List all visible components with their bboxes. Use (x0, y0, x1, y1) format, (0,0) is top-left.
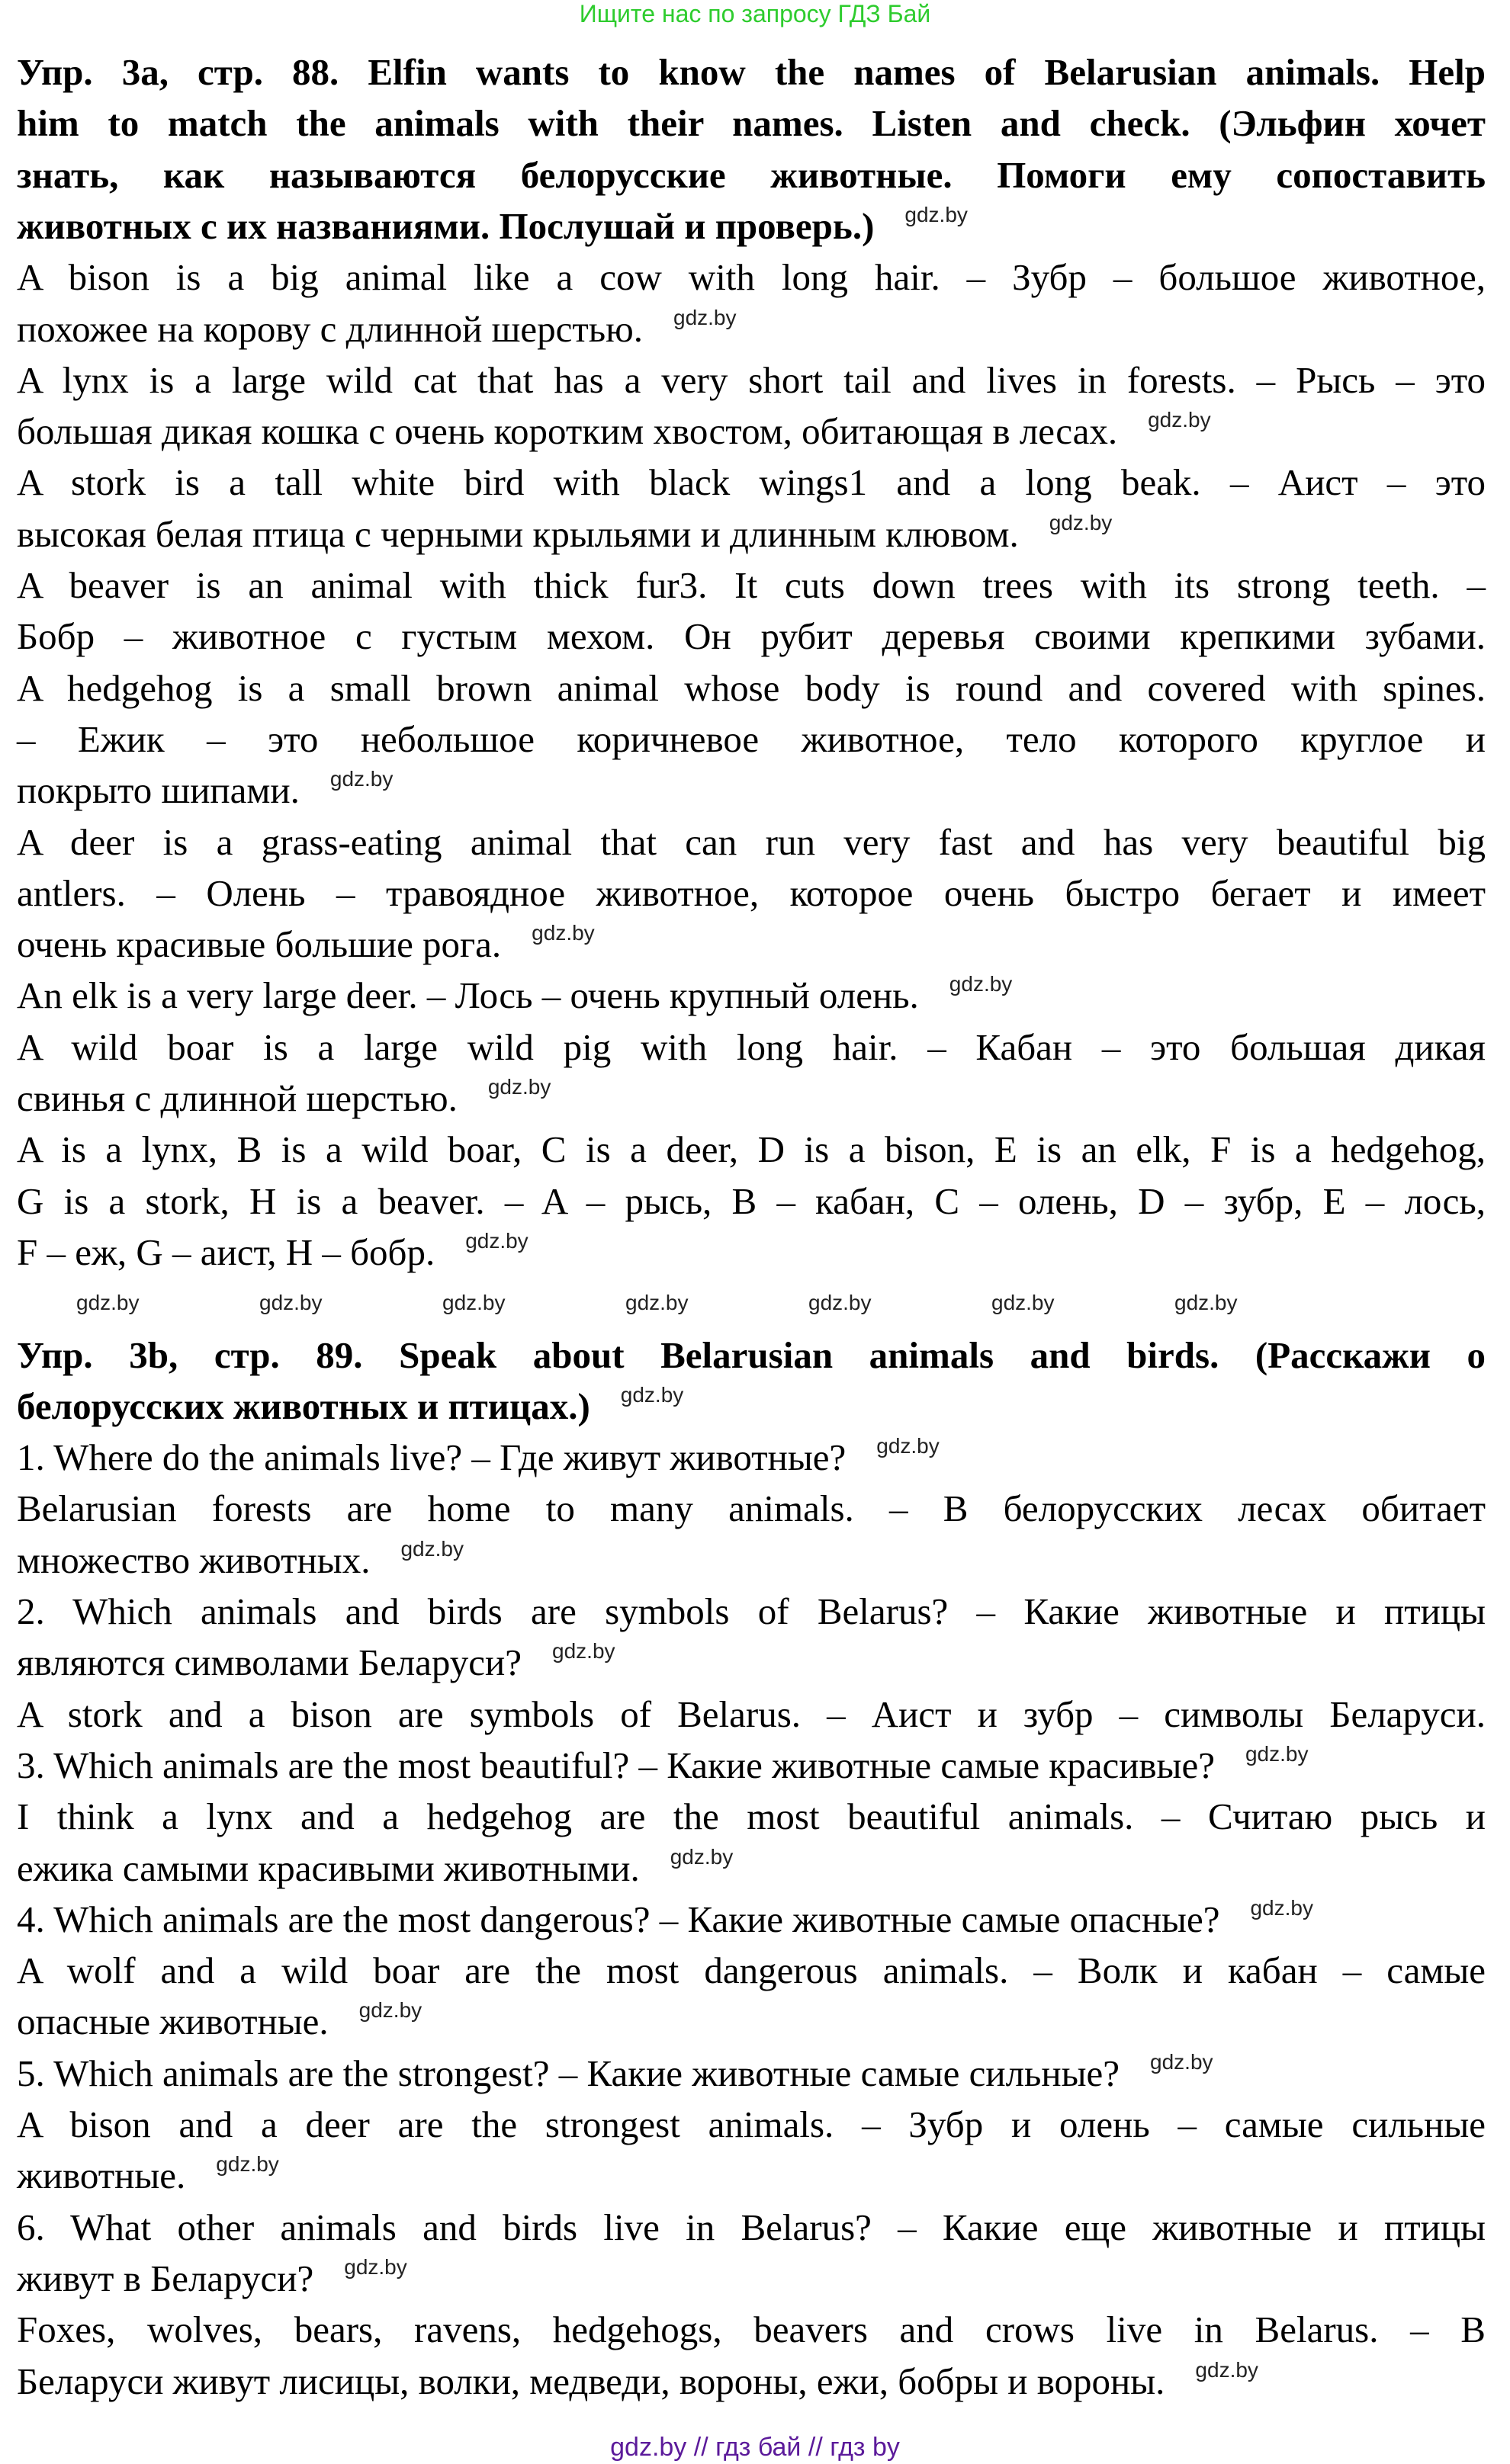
watermark-text: gdz.by (552, 1639, 615, 1664)
text-line: A deer is a grass-eating animal that can run very fast and has very beautiful big (17, 820, 1486, 863)
watermark-text: gdz.by (673, 305, 737, 329)
watermark-text: gdz.by (991, 1291, 1055, 1315)
text-line: A hedgehog is a small brown animal whose body is round and covered with spines. (17, 666, 1486, 709)
watermark-text: gdz.by (876, 1434, 940, 1458)
text-line: A wild boar is a large wild pig with long hair. – Кабан – это большая дикая (17, 1025, 1486, 1068)
text-line: A stork is a tall white bird with black wings1 and a long beak. – Аист – это (17, 461, 1486, 504)
text-line: A wolf and a wild boar are the most dangerous animals. – Волк и кабан – самые (17, 1949, 1486, 1992)
text-line: Belarusian forests are home to many animals. – В белорусских лесах обитает (17, 1487, 1486, 1530)
text-line: 3. Which animals are the most beautiful? – Какие животные самые красивые? (17, 1744, 1215, 1786)
watermark-text: gdz.by (76, 1291, 140, 1315)
text-line: I think a lynx and a hedgehog are the most beautiful animals. – Считаю рысь и (17, 1795, 1486, 1838)
watermark-text: gdz.by (329, 767, 394, 791)
text-line: живут в Беларуси? (17, 2257, 314, 2299)
watermark-text: gdz.by (216, 2152, 279, 2177)
exercise-heading-line: животных с их названиями. Послушай и проверь.) (17, 204, 875, 247)
watermark-text: gdz.by (358, 1998, 422, 2023)
exercise-heading-line: him to match the animals with their names. Listen and check. (Эльфин хочет (17, 102, 1486, 145)
watermark-text: gdz.by (465, 1228, 528, 1253)
text-line: высокая белая птица с черными крыльями и длинным клювом. (17, 512, 1019, 555)
text-line: antlers. – Олень – травоядное животное, которое очень быстро бегает и имеет (17, 871, 1486, 914)
watermark-text: gdz.by (670, 1844, 734, 1869)
text-line: F – еж, G – аист, H – бобр. (17, 1230, 435, 1273)
exercise-heading-line: Упр. 3a, стр. 88. Elfin wants to know the names of Belarusian animals. Help (17, 51, 1486, 93)
watermark-text: gdz.by (487, 1075, 551, 1099)
text-line: A is a lynx, B is a wild boar, C is a deer, D is a bison, E is an elk, F is a hedgehog, (17, 1128, 1486, 1171)
footer-banner[interactable]: gdz.by // гдз бай // гдз by (610, 2433, 900, 2462)
text-line: Бобр – животное с густым мехом. Он рубит деревья своими крепкими зубами. (17, 615, 1486, 658)
text-line: An elk is a very large deer. – Лось – очень крупный олень. (17, 974, 919, 1017)
watermark-text: gdz.by (400, 1536, 464, 1561)
text-line: большая дикая кошка с очень коротким хвостом, обитающая в лесах. (17, 410, 1118, 453)
watermark-text: gdz.by (1174, 1291, 1238, 1315)
text-line: 5. Which animals are the strongest? – Какие животные самые сильные? (17, 2052, 1120, 2094)
watermark-text: gdz.by (1250, 1895, 1313, 1920)
text-line: опасные животные. (17, 2000, 329, 2043)
watermark-text: gdz.by (1049, 510, 1113, 534)
text-line: 2. Which animals and birds are symbols of Belarus? – Какие животные и птицы (17, 1590, 1486, 1632)
watermark-text: gdz.by (949, 972, 1013, 996)
text-line: Foxes, wolves, bears, ravens, hedgehogs, beavers and crows live in Belarus. – В (17, 2308, 1486, 2351)
text-line: покрыто шипами. (17, 769, 300, 812)
watermark-text: gdz.by (1245, 1741, 1309, 1766)
text-line: 4. Which animals are the most dangerous? – Какие животные самые опасные? (17, 1898, 1220, 1940)
text-line: ежика самыми красивыми животными. (17, 1846, 640, 1889)
exercise-heading-line: белорусских животных и птицах.) (17, 1384, 590, 1427)
text-line: 6. What other animals and birds live in Belarus? – Какие еще животные и птицы (17, 2206, 1486, 2248)
text-line: A bison is a big animal like a cow with long hair. – Зубр – большое животное, (17, 256, 1486, 299)
exercise-heading-line: Упр. 3b, стр. 89. Speak about Belarusian animals and birds. (Расскажи о (17, 1333, 1486, 1376)
watermark-text: gdz.by (808, 1291, 872, 1315)
text-line: похожее на корову с длинной шерстью. (17, 307, 643, 350)
watermark-text: gdz.by (620, 1382, 684, 1407)
watermark-text: gdz.by (1195, 2357, 1258, 2382)
header-banner[interactable]: Ищите нас по запросу ГДЗ Бай (579, 0, 931, 27)
text-line: A lynx is a large wild cat that has a very short tail and lives in forests. – Рысь – это (17, 358, 1486, 401)
watermark-text: gdz.by (442, 1291, 506, 1315)
exercise-heading-line: знать, как называются белорусские животные. Помоги ему сопоставить (17, 153, 1486, 196)
text-line: – Ежик – это небольшое коричневое животное, тело которого круглое и (17, 717, 1486, 760)
watermark-text: gdz.by (625, 1291, 689, 1315)
watermark-text: gdz.by (344, 2254, 407, 2279)
text-line: свинья с длинной шерстью. (17, 1077, 458, 1119)
watermark-text: gdz.by (259, 1291, 323, 1315)
text-line: являются символами Беларуси? (17, 1641, 522, 1684)
text-line: множество животных. (17, 1538, 371, 1581)
text-line: Беларуси живут лисицы, волки, медведи, вороны, ежи, бобры и вороны. (17, 2360, 1165, 2402)
watermark-text: gdz.by (532, 921, 595, 945)
text-line: животные. (17, 2154, 186, 2197)
watermark-text: gdz.by (1148, 408, 1211, 432)
text-line: A bison and a deer are the strongest animals. – Зубр и олень – самые сильные (17, 2103, 1486, 2145)
watermark-text: gdz.by (904, 202, 968, 226)
watermark-text: gdz.by (1150, 2049, 1213, 2074)
text-line: G is a stork, H is a beaver. – A – рысь, B – кабан, C – олень, D – зубр, E – лось, (17, 1179, 1486, 1222)
text-line: A stork and a bison are symbols of Belarus. – Аист и зубр – символы Беларуси. (17, 1692, 1486, 1735)
text-line: 1. Where do the animals live? – Где живут животные? (17, 1436, 847, 1479)
text-line: A beaver is an animal with thick fur3. It cuts down trees with its strong teeth. – (17, 564, 1486, 606)
text-line: очень красивые большие рога. (17, 923, 502, 966)
